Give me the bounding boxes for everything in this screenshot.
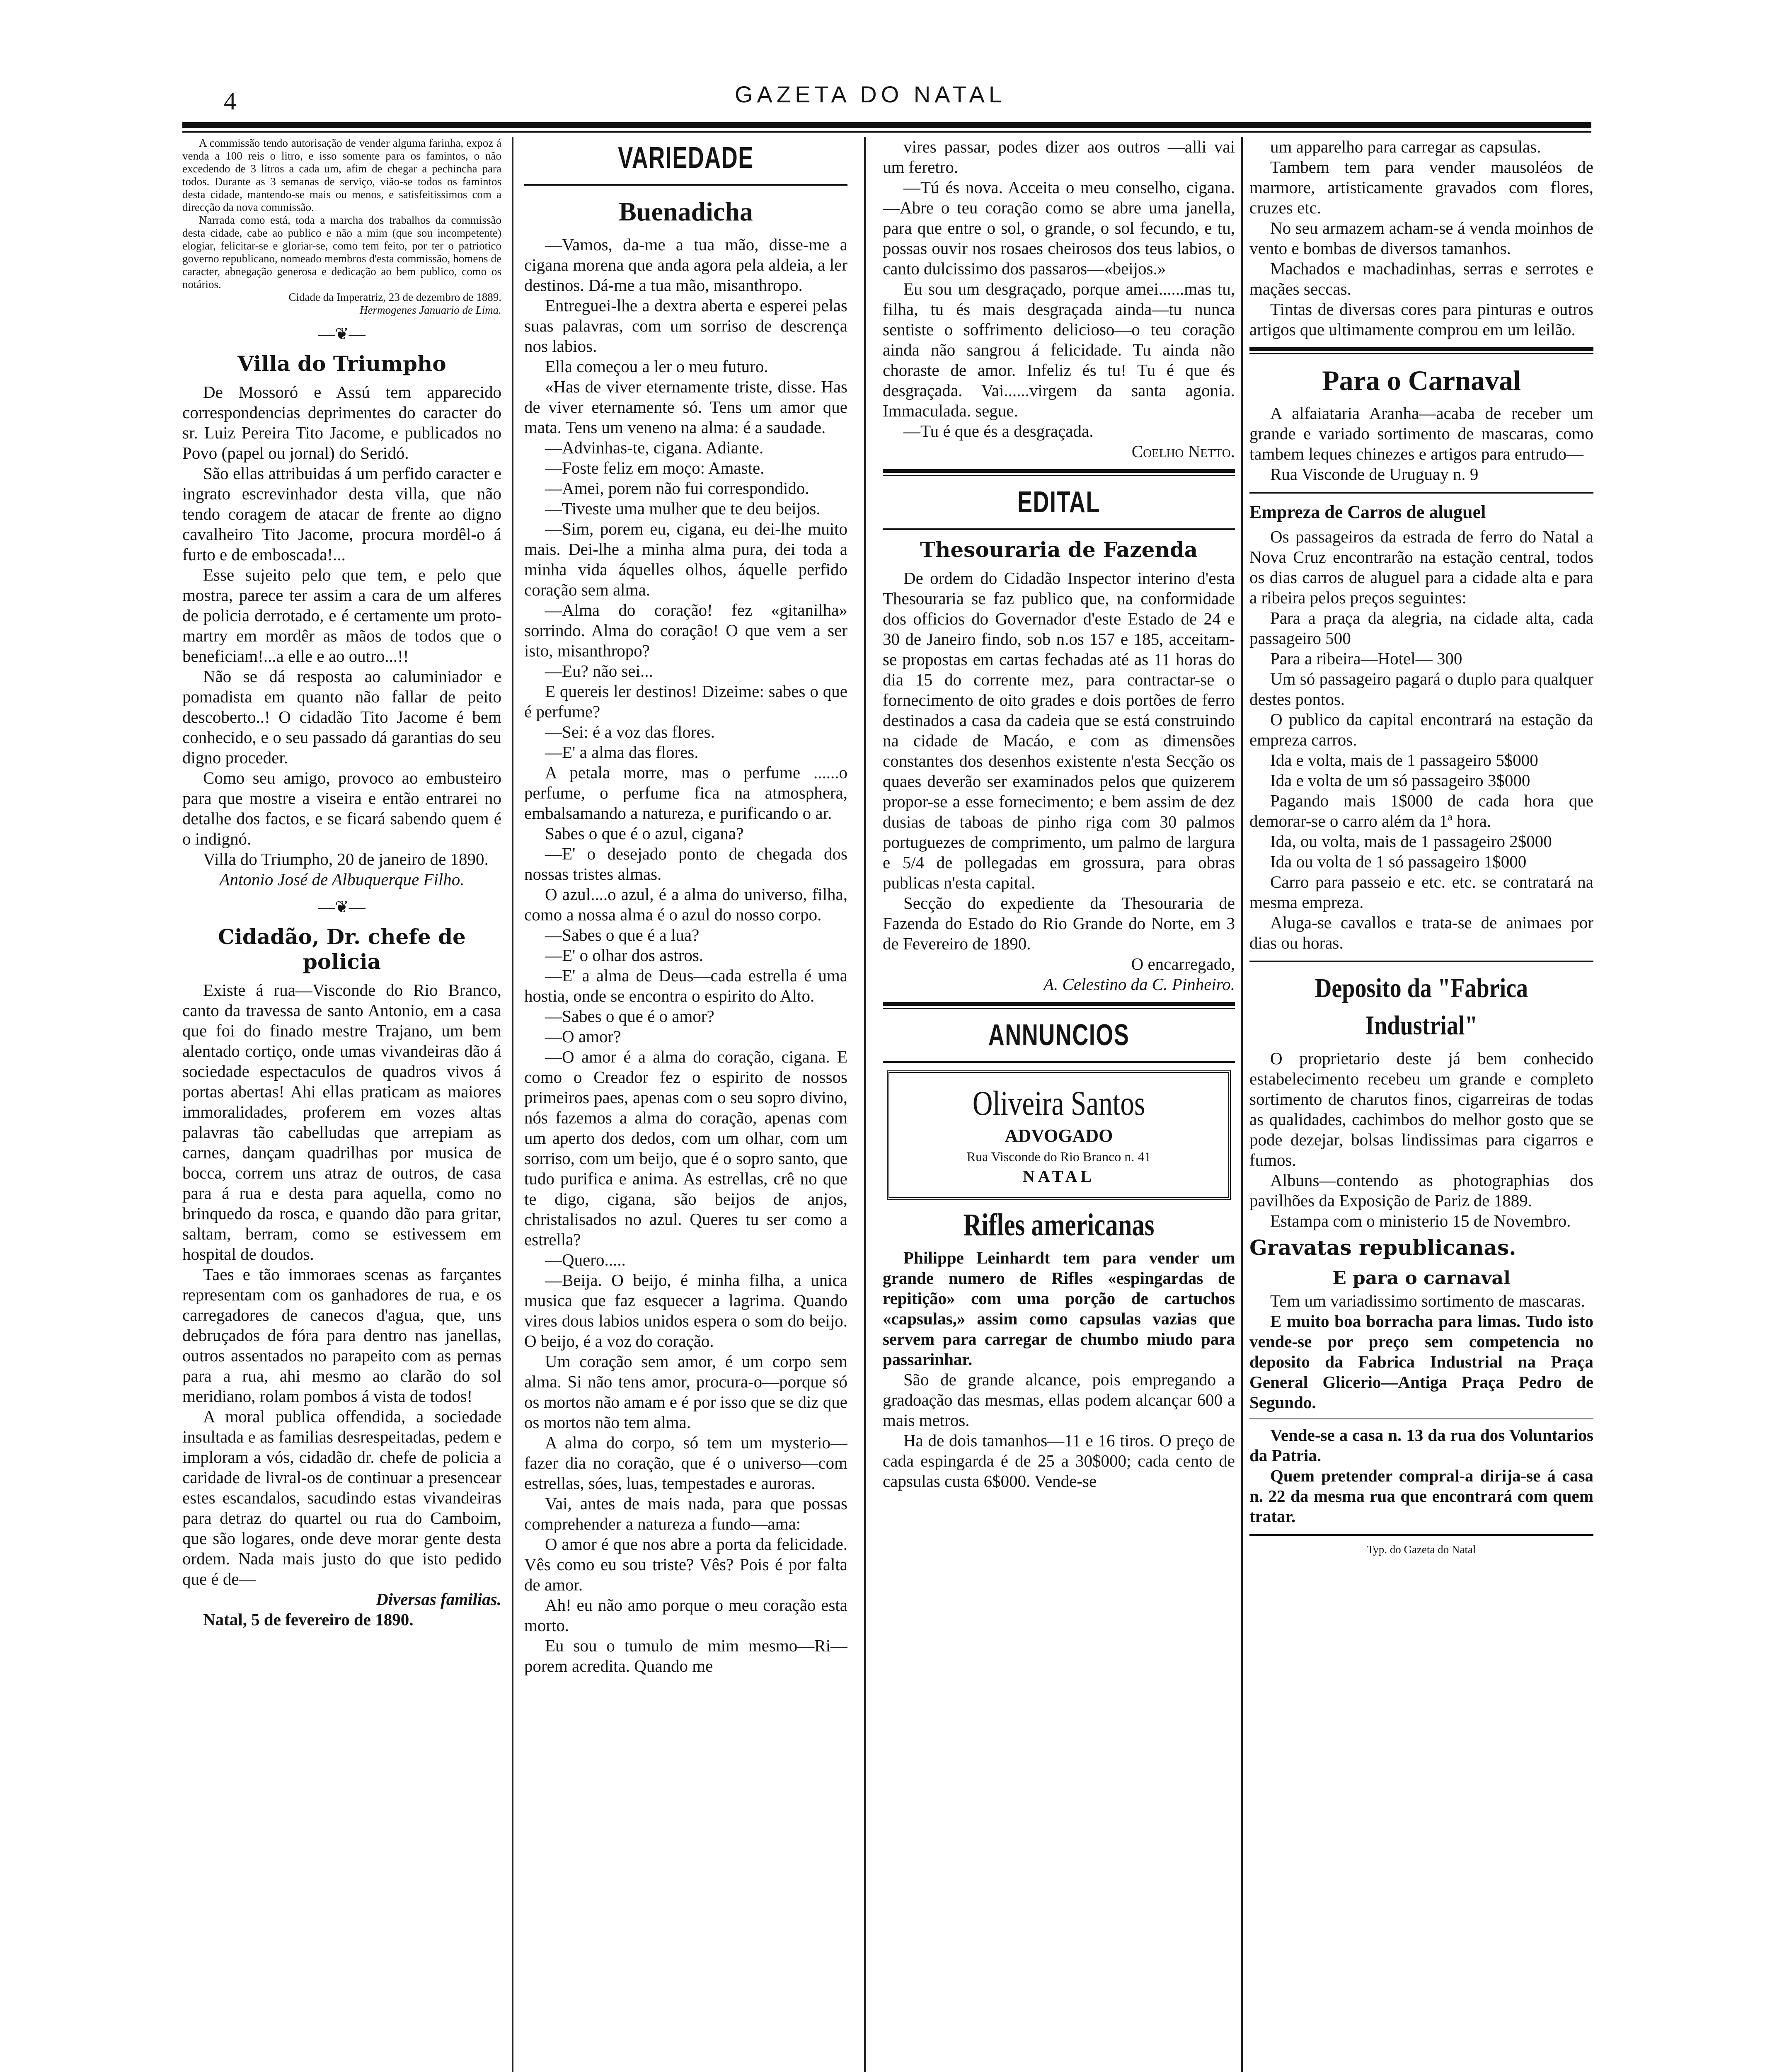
price-line: O publico da capital encontrará na estação da empreza carros. [1249,710,1593,749]
column-rule [864,137,866,2072]
villa-paragraph: Esse sujeito pelo que tem, e pelo que mostra, parece ter assim a cara de um alferes de policia derrotado, e é certamente um proto-martry em mordêr as mãos de todos que o beneficiam!...a elle e ao outro...!! [182,565,501,666]
lawyer-card [887,1070,1231,1200]
rifles-paragraph: Philippe Leinhardt tem para vender um grande numero de Rifles «espingardas de repitição» com uma porção de cartuchos «capsulas,» assim como capsulas vazias que servem para carregar de chumbo miudo para passarinhar. [883,1248,1235,1369]
story-paragraph: —Tiveste uma mulher que te deu beijos. [545,499,821,518]
carros-price-list [1249,608,1593,953]
column-1 [182,137,501,2072]
intro-dateline: Cidade da Imperatriz, 23 de dezembro de 1889. [288,291,501,303]
villa-paragraph: De Mossoró e Assú tem apparecido correspondencias deprimentes do caracter do sr. Luiz Pereira Tito Jacome, e publicados no Povo (papel ou jornal) do Seridó. [182,382,501,462]
story-paragraph: Sabes o que é o azul, cigana? [545,824,744,843]
ad-paragraph: Machados e machadinhas, serras e serrotes e maçães seccas. [1249,259,1593,298]
story-paragraph: A petala morre, mas o perfume ......o perfume, o perfume fica na atmosphera, embalsamando a natureza, e purificando o ar. [524,763,847,823]
story-paragraph: Um coração sem amor, é um corpo sem alma. Si não tens amor, procura-o—porque só os mortos não amam e é por isso que se diz que os mortos não tem alma. [524,1352,847,1432]
villa-signature: Antonio José de Albuquerque Filho. [219,870,465,889]
rifles-paragraph: São de grande alcance, pois empregando a gradoação das mesmas, ellas podem alcançar 600 a mais metros. [883,1370,1235,1430]
story-paragraph: —Tu é que és a desgraçada. [903,421,1094,441]
story-paragraph: —E' a alma das flores. [545,743,699,762]
ornament-divider: —❦— [318,898,366,916]
story-paragraph: —E' a alma de Deus—cada estrella é uma hostia, onde se encontra o espirito do Alto. [524,966,847,1005]
story-paragraph: Entreguei-lhe a dextra aberta e esperei pelas suas palavras, com um sorriso de descrença nos labios. [524,296,847,356]
gravatas-paragraph: Tem um variadissimo sortimento de mascaras. [1270,1291,1586,1310]
story-paragraph: —Eu? não sei... [545,661,653,680]
villa-paragraph: Como seu amigo, provoco ao embusteiro para que mostre a viseira e então entrarei no detalhe dos factos, e se ficará sabendo quem é o indignó. [182,768,501,848]
price-line: Para a praça da alegria, na cidade alta, cada passageiro 500 [1249,608,1593,648]
deposito-paragraph: O proprietario deste já bem conhecido estabelecimento recebeu um grande e completo sortimento de charutos finos, cigarreiras de todas as qualidades, cachimbos do melhor gosto que se pode dezejar, bolsas lindissimas para cigarros e fumos. [1249,1049,1593,1169]
top-rule-thin [182,131,1591,133]
story-paragraph: O amor é que nos abre a porta da felicidade. Vês como eu sou triste? Vês? Pois é por falta de amor. [524,1535,847,1594]
story-author: Coelho Netto. [1131,442,1235,461]
story-paragraph: —Alma do coração! fez «gitanilha» sorrindo. Alma do coração! O que vem a ser isto, misanthropo? [524,600,847,660]
edital-closing: O encarregado, [1131,954,1235,973]
card-address: Rua Visconde do Rio Branco n. 41 [966,1149,1151,1164]
story-continuation [883,137,1235,441]
story-paragraph: —Sabes o que é o amor? [545,1007,714,1026]
section-heading-annuncios: ANNUNCIOS [988,1019,1130,1052]
price-line: Carro para passeio e etc. etc. se contratará na mesma empreza. [1249,872,1593,912]
deposito-paragraph: Albuns—contendo as photographias dos pavilhões da Exposição de Pariz de 1889. [1249,1171,1593,1210]
story-paragraph: A alma do corpo, só tem um mysterio—fazer dia no coração, que é o universo—com estrellas, sóes, luas, tempestades e auroras. [524,1433,847,1493]
carnaval-paragraph: A alfaiataria Aranha—acaba de receber um grande e variado sortimento de mascaras, como tambem leques chinezes e artigos para entrudo— [1249,404,1593,463]
cidadao-paragraph: A moral publica offendida, a sociedade insultada e as familias desrespeitadas, pedem e imploram a vós, cidadão dr. chefe de policia a caridade de livral-os de continuar a presencear estes escandalos, sacudindo estas vivandeiras para detraz do quartel ou rua do Camboim, que são logares, onde deve morar gente desta ordem. Nada mais justo do que isto pedido que é de— [182,1407,501,1588]
story-paragraph: —Foste feliz em moço: Amaste. [545,458,765,477]
deposito-heading: Deposito da "Fabrica Industrial" [1315,973,1528,1041]
column-rule [1241,137,1243,2072]
story-paragraph: —O amor? [545,1027,621,1046]
gravatas-paragraph: E muito boa borracha para limas. Tudo isto vende-se por preço sem competencia no deposito da Fabrica Industrial na Praça General Glicerio—Antiga Praça Pedro de Segundo. [1249,1312,1593,1412]
column-rule [512,137,513,2072]
villa-heading: Villa do Triumpho [237,351,446,376]
story-paragraph: —Vamos, da-me a tua mão, disse-me a cigana morena que anda agora pela aldeia, a ler destinos. Dá-me a tua mão, misanthropo. [524,235,847,295]
rifles-heading: Rifles americanas [963,1208,1155,1242]
story-paragraph: —Beija. O beijo, é minha filha, a unica musica que faz esquecer a lagrima. Quando vires dous labios unidos espera o som do beijo. O beijo, é a voz do coração. [524,1271,847,1351]
villa-dateline: Villa do Triumpho, 20 de janeiro de 1890. [203,850,489,869]
ad-paragraph: Tambem tem para vender mausoléos de marmore, artisticamente gravados com flores, cruzes etc. [1249,157,1593,217]
rule [883,528,1235,530]
printer-line: Typ. do Gazeta do Natal [1367,1543,1476,1556]
edital-paragraph: Secção do expediente da Thesouraria de Fazenda do Estado do Rio Grande do Norte, em 3 de Fevereiro de 1890. [883,893,1235,953]
cidadao-heading: Cidadão, Dr. chefe de policia [218,925,466,974]
price-line: Ida e volta de um só passageiro 3$000 [1270,771,1530,790]
double-rule [883,1002,1235,1009]
page-number: 4 [224,87,236,115]
top-rule [182,122,1591,128]
story-paragraph: «Has de viver eternamente triste, disse. Has de viver eternamente só. Tens um amor que mata. Tens um veneno na alma: é a saudade. [524,377,847,437]
ornament-divider: —❦— [318,324,366,343]
villa-paragraph: Não se dá resposta ao caluminiador e pomadista em quanto não fallar de peito descoberto..! O cidadão Tito Jacome é bem conhecido, e o seu passado dá garantias do seu digno proceder. [182,667,501,767]
price-line: Para a ribeira—Hotel— 300 [1270,649,1462,668]
carros-intro: Os passageiros da estrada de ferro do Natal a Nova Cruz encontrarão na estação central, todos os dias carros de aluguel para a cidade alta e para a ribeira pelos preços seguintes: [1249,527,1593,607]
gravatas-heading: Gravatas republicanas. [1249,1235,1516,1260]
cidadao-paragraph: Taes e tão immoraes scenas as farçantes representam com os ganhadores de rua, e os carregadores de canecos d'agua, que, uns debruçados de fóra para dentro nas janellas, outros assentados no parapeito com as pernas para a rua, ahi mesmo ao clarão do sol meridiano, rolam pombos á vista de todos! [182,1265,501,1406]
card-title: ADVOGADO [1005,1126,1113,1146]
villa-paragraph: São ellas attribuidas á um perfido caracter e ingrato escrevinhador desta villa, que não tendo coragem de atacar de frente ao digno cavalheiro Tito Jacome, procura mordêl-o á furto e de emboscada!... [182,464,501,564]
story-paragraph: —Sei: é a voz das flores. [545,722,715,741]
vende-paragraph: Quem pretender compral-a dirija-se á casa n. 22 da mesma rua que encontrará com quem tratar. [1249,1466,1593,1526]
deposito-paragraph: Estampa com o ministerio 15 de Novembro. [1270,1211,1571,1230]
price-line: Pagando mais 1$000 de cada hora que demorar-se o carro além da 1ª hora. [1249,791,1593,830]
edital-heading: Thesouraria de Fazenda [920,537,1198,562]
ad-paragraph: um apparelho para carregar as capsulas. [1270,137,1541,156]
rule [883,1061,1235,1063]
rifles-paragraph: Ha de dois tamanhos—11 e 16 tiros. O preço de cada espingarda é de 25 a 30$000; cada cento de capsulas custa 6$000. Vende-se [883,1431,1235,1491]
vende-paragraph: Vende-se a casa n. 13 da rua dos Voluntarios da Patria. [1249,1426,1593,1465]
story-paragraph: —Tú és nova. Acceita o meu conselho, cigana.—Abre o teu coração como se abre uma janella, para que entre o sol, o grande, o sol fecundo, e tu, possas ouvir nos rosaes cheirosos dos teus labios, o canto dulcissimo dos passaros—«beijos.» [883,178,1235,278]
column-4 [1249,137,1593,2072]
rule [1249,492,1593,494]
price-line: Aluga-se cavallos e trata-se de animaes por dias ou horas. [1249,913,1593,952]
card-city: NATAL [1022,1167,1095,1186]
story-paragraph: Vai, antes de mais nada, para que possas comprehender a natureza a fundo—ama: [524,1494,847,1533]
price-line: Ida ou volta de 1 só passageiro 1$000 [1270,852,1527,871]
edital-signature: A. Celestino da C. Pinheiro. [1043,975,1235,994]
column-2 [524,137,847,2072]
story-paragraph: Ella começou a ler o meu futuro. [545,357,768,376]
carnaval-address: Rua Visconde de Uruguay n. 9 [1270,465,1479,484]
story-paragraph: —E' o olhar dos astros. [545,946,704,965]
story-body [524,235,847,1676]
ad-paragraph: Tintas de diversas cores para pinturas e outros artigos que ultimamente comprou em um leilão. [1249,300,1593,339]
story-paragraph: —Quero..... [545,1250,626,1269]
intro-signature: Hermogenes Januario de Lima. [360,304,501,316]
story-paragraph: E quereis ler destinos! Dizeime: sabes o que é perfume? [524,682,847,721]
carros-heading: Empreza de Carros de aluguel [1249,502,1486,522]
edital-paragraph: De ordem do Cidadão Inspector interino d'esta Thesouraria se faz publico que, na conformidade dos officios do Governador d'este Estado de 24 e 30 de Janeiro findo, sob n.os 157 e 185, acceitam-se propostas em cartas fechadas até as 11 horas do dia 15 do corrente mez, para contractar-se o fornecimento de oito grades e dois portões de ferro destinados a casa da cadeia que se está construindo na cidade de Macáo, e com as dimensões constantes dos desenhos existente n'esta Secção os quaes deverão ser examinados pelos que quizerem propor-se a esse fornecimento; e bem assim de dez dusias de taboas de pinho riga com 30 palmos portuguezes de comprimento, um palmo de largura e 5/4 de pollegadas em grossura, para obras publicas n'esta capital. [883,569,1235,892]
price-line: Um só passageiro pagará o duplo para qualquer destes pontos. [1249,669,1593,709]
intro-paragraph: Narrada como está, toda a marcha dos trabalhos da commissão desta cidade, cabe ao publico e não a mim (que sou incompetente) elogiar, felicitar-se e gloriar-se, como tem feito, por ter o patriotico governo republicano, nomeado membros d'esta commissão, homens de caracter, abnegação generosa e dedicação ao bem publico, como os notários. [182,214,501,290]
story-title: Buenadicha [619,197,753,226]
story-paragraph: —Advinhas-te, cigana. Adiante. [545,438,764,457]
card-name: Oliveira Santos [972,1084,1145,1123]
story-paragraph: Eu sou o tumulo de mim mesmo—Ri—porem acredita. Quando me [524,1636,847,1675]
rifles-continuation [1249,137,1593,340]
section-heading-variedade: VARIEDADE [618,141,754,174]
story-paragraph: Eu sou um desgraçado, porque amei......mas tu, filha, tu és mais desgraçada ainda—tu nunca sentiste o soffrimento delicioso—o teu coração ainda não sangrou á felicidade. Tu ainda não choraste de amor. Infeliz és tu! Tu é que és desgraçada. Vai......virgem da santa agonia. Immaculada. segue. [883,279,1235,420]
story-paragraph: —Amei, porem não fui correspondido. [545,479,809,498]
double-rule [883,469,1235,476]
double-rule [1249,347,1593,354]
rule [524,184,847,186]
cidadao-signature: Diversas familias. [376,1590,501,1609]
story-paragraph: vires passar, podes dizer aos outros —alli vai um feretro. [883,137,1235,177]
cidadao-paragraph: Existe á rua—Visconde do Rio Branco, canto da travessa de santo Antonio, em a casa que foi do finado mestre Trajano, um bem alentado cortiço, onde umas vivandeiras dão á sociedade espectaculos de quadros vivos á portas abertas! Ahi ellas praticam as maiores immoralidades, proferem em vozes altas palavras tão cabelludas que arrepiam as carnes, dançam quadrilhas por musica de bocca, correm uns atraz de outros, de casa para á rua e desta para aquella, como no brinquedo da rosca, e quando dão para gritar, saltam, berram, como se estivessem em hospital de doudos. [182,980,501,1264]
carnaval-heading: Para o Carnaval [1322,365,1521,396]
story-paragraph: —Sabes o que é a lua? [545,925,700,944]
cidadao-dateline: Natal, 5 de fevereiro de 1890. [203,1610,414,1629]
rule [1249,1418,1593,1419]
story-paragraph: O azul....o azul, é a alma do universo, filha, como a nossa alma é o azul do nosso corpo. [524,885,847,924]
story-paragraph: —E' o desejado ponto de chegada dos nossas tristes almas. [524,844,847,884]
rule [1249,961,1593,962]
ad-paragraph: No seu armazem acham-se á venda moinhos de vento e bombas de diversos tamanhos. [1249,218,1593,258]
gravatas-subheading: E para o carnaval [1332,1268,1511,1289]
intro-paragraph: A commissão tendo autorisação de vender alguma farinha, expoz á venda a 100 reis o litro, e isso somente para os famintos, o não excedendo de 3 litros a cada um, afim de chegar a pechincha para todos. Durante as 3 semanas de serviço, vião-se todos os famintos desta cidade, mantendo-se mais ou menos, e satisfeitissimos com a direcção da nova commissão. [182,137,501,213]
masthead: GAZETA DO NATAL [734,81,1006,107]
column-3 [883,137,1235,2072]
story-paragraph: —Sim, porem eu, cigana, eu dei-lhe muito mais. Dei-lhe a minha alma pura, dei toda a minha vida áquelles olhos, áquelle perfido coração sem alma. [524,519,847,599]
price-line: Ida e volta, mais de 1 passageiro 5$000 [1270,750,1538,770]
story-paragraph: Ah! eu não amo porque o meu coração esta morto. [524,1595,847,1635]
story-paragraph: —O amor é a alma do coração, cigana. E como o Creador fez o espirito de nossos primeiros paes, apenas com o seu sopro divino, nós fazemos a alma do coração, apenas com um aperto dos dedos, com um olhar, com um sorriso, com um beijo, que é o sopro santo, que tudo purifica e anima. As estrellas, crê no que te digo, cigana, são beijos de anjos, christalisados no azul. Queres tu ser como a estrella? [524,1047,847,1249]
rule [1249,1534,1593,1536]
section-heading-edital: EDITAL [1017,486,1100,519]
price-line: Ida, ou volta, mais de 1 passageiro 2$000 [1270,832,1552,851]
